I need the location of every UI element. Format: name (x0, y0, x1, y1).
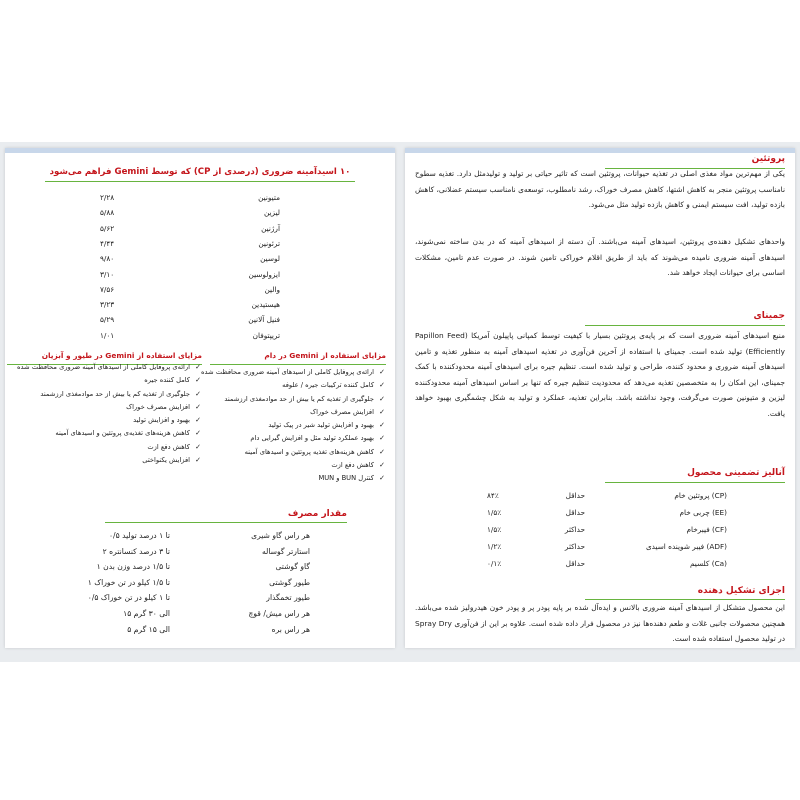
check-icon: ✓ (195, 389, 201, 398)
analysis-type: حداکثر (564, 542, 585, 551)
table-row (5, 575, 395, 591)
analysis-value: ۱/۵٪ (487, 508, 502, 517)
table-row (5, 544, 395, 560)
table-row (5, 190, 395, 206)
dosage-animal: استارتر گوساله (261, 546, 310, 556)
amino-name: فنیل آلانین (248, 315, 280, 325)
amino-value: ۱/۰۱ (100, 330, 115, 340)
dosage-amount: ۰/۵ تا ۱ درصد تولید (108, 531, 170, 540)
table-row (5, 328, 395, 344)
check-icon: ✓ (195, 429, 201, 438)
gemini-underline (585, 325, 785, 326)
list-item (5, 441, 201, 454)
amino-value: ۷/۵۶ (100, 284, 115, 294)
protein-paragraph-2: واحدهای تشکیل دهنده‌ی پروتئین، اسیدهای آمینه می‌باشند. آن دسته از اسیدهای آمینه که در بدن ساخته نمی‌شوند، اسیدهای آمینه ضروری نامیده می‌شوند که باید از طریق اقلام خوراکی تامین شوند. در صورت عدم تامین، مشکلات اساسی برای حیوانات ایجاد خواهد شد. (415, 237, 785, 278)
dosage-amount: ۲ تا ۳ درصد کنسانتره (102, 546, 170, 556)
list-item-text: کاهش هزینه‌های تغذیه پروتئین و اسیدهای آمینه (244, 447, 374, 456)
dosage-amount: ۰/۵ تا ۱ کیلو در تن خوراک (87, 593, 170, 603)
analysis-title: آنالیز تضمینی محصول (687, 468, 785, 478)
table-row (5, 622, 395, 638)
amino-table-title: ۱۰ اسیدآمینه ضروری (درصدی از CP) که توسط Gemini فراهم می‌شود (49, 167, 351, 177)
analysis-value: ۱/۲٪ (487, 542, 502, 551)
list-item (5, 427, 201, 440)
dosage-amount: ۵ الی ۱۵ گرم (127, 624, 170, 634)
dosage-title: مقدار مصرف (287, 509, 347, 519)
table-row (5, 205, 395, 221)
amino-value: ۵/۶۲ (100, 223, 115, 233)
dosage-animal: هر راس بره (271, 624, 310, 634)
page-top-bar (5, 148, 395, 153)
list-item-text: بهبود و افزایش تولید شیر در پیک تولید (268, 421, 374, 430)
check-icon: ✓ (379, 368, 385, 376)
list-item (5, 454, 201, 467)
check-icon: ✓ (195, 456, 201, 465)
amino-name: تریپتوفان (252, 330, 280, 340)
amino-value: ۳/۲۳ (100, 300, 115, 310)
list-item-text: بهبود عملکرد تولید مثل و افزایش گیرایی دام (250, 434, 374, 443)
table-row (5, 251, 395, 267)
list-item-text: کنترل BUN و MUN (318, 474, 374, 483)
list-item-text: بهبود و افزایش تولید (133, 416, 190, 425)
protein-title: پروتئین (751, 154, 785, 164)
protein-paragraph-1: یکی از مهم‌ترین مواد مغذی اصلی در تغذیه حیوانات، پروتئین است که تاثیر حیاتی بر تولید و تولیدمثل دارد. تغذیه سطوح نامناسب پروتئین منجر به کاهش اشتها، کاهش مصرف خوراک، رشد نامطلوب، توسعه‌ی نامناسب سیستم عضلانی، کاهش بازده تولید، افت سیستم ایمنی و کاهش بازده تولید مثل می‌شود. (415, 169, 785, 210)
check-icon: ✓ (379, 381, 385, 390)
dosage-animal: طیور تخمگذار (266, 593, 310, 603)
amino-value: ۴/۴۴ (100, 238, 115, 248)
analysis-underline (605, 482, 785, 483)
left-page (5, 148, 395, 648)
table-row (5, 590, 395, 606)
list-item-text: جلوگیری از تغذیه کم یا بیش از حد موادمغذی ارزشمند (40, 389, 190, 398)
table-row (5, 528, 395, 544)
check-icon: ✓ (379, 394, 385, 403)
check-icon: ✓ (379, 407, 385, 416)
table-row (405, 488, 795, 504)
benefits-poultry-list (5, 361, 201, 467)
list-item-text: کاهش هزینه‌های تغذیه‌ی پروتئین و اسیدهای آمینه (55, 429, 190, 438)
check-icon: ✓ (195, 442, 201, 451)
table-row (5, 312, 395, 328)
gemini-title: جمینای (753, 311, 785, 321)
benefits-poultry-title: مزایای استفاده از Gemini در طیور و آبزیان (41, 351, 202, 360)
check-icon: ✓ (379, 474, 385, 483)
dosage-amount: ۱ تا ۱/۵ درصد وزن بدن (96, 562, 170, 572)
check-icon: ✓ (379, 421, 385, 430)
analysis-value: ۰/۱٪ (487, 559, 502, 568)
ingredients-title: اجزای تشکیل دهنده (697, 586, 785, 596)
amino-table-underline (45, 181, 355, 182)
analysis-value: ۱/۵٪ (487, 525, 502, 534)
check-icon: ✓ (379, 447, 385, 456)
analysis-type: حداکثر (564, 525, 585, 534)
list-item-text: کاهش دفع ازت (147, 442, 190, 451)
table-row (405, 505, 795, 521)
amino-name: لوسین (260, 254, 280, 264)
amino-name: متیونین (258, 193, 280, 202)
list-item (5, 401, 201, 414)
analysis-name: کلسیم (Ca) (689, 559, 727, 568)
dosage-amount: ۱۵ الی ۳۰ گرم (123, 609, 170, 618)
right-page (405, 148, 795, 648)
check-icon: ✓ (195, 376, 201, 385)
list-item (5, 361, 201, 374)
analysis-name: فیبرخام (CF) (686, 525, 727, 534)
analysis-value: ۸۴٪ (487, 491, 499, 500)
amino-value: ۲/۲۸ (100, 193, 115, 202)
amino-name: هیستیدین (251, 300, 280, 310)
amino-name: لیزین (263, 208, 280, 218)
list-item (5, 374, 201, 387)
amino-value: ۵/۲۹ (100, 315, 115, 325)
dosage-animal: هر راس گاو شیری (251, 531, 310, 540)
list-item-text: ارائه‌ی پروفایل کاملی از اسیدهای آمینه ضروری محافظت شده (201, 368, 374, 376)
check-icon: ✓ (195, 363, 201, 371)
list-item-text: کاهش دفع ازت (331, 461, 374, 470)
table-row (5, 221, 395, 237)
analysis-type: حداقل (565, 491, 585, 500)
amino-value: ۵/۸۸ (100, 208, 115, 218)
check-icon: ✓ (195, 402, 201, 411)
list-item (125, 472, 385, 485)
table-row (5, 267, 395, 283)
list-item-text: کامل کننده ترکیبات جیره / علوفه (282, 381, 374, 390)
amino-name: آرژنین (261, 223, 280, 233)
table-row (5, 236, 395, 252)
dosage-amount: ۱ تا ۱/۵ کیلو در تن خوراک (87, 577, 170, 587)
dosage-animal: طیور گوشتی (269, 577, 310, 587)
gemini-paragraph: منبع اسیدهای آمینه ضروری است که بر پایه‌ی پروتئین بسیار با کیفیت توسط کمپانی پاپیلون آمریکا (Papillon Feed Efficiently) تولید شده است. جمینای با استفاده از آخرین فن‌آوری در تغذیه اسیدهای آمینه به منظور تغذیه و تامین اسیدهای آمینه ضروری و محدود کننده، طراحی و تولید شده است. تنظیم جیره برای اسیدهای آمینه محدودکننده با کمک جمینای، این امکان را به متخصصین تغذیه می‌دهد که محدودیت تنظیم جیره که تنها بر اساس اسیدهای آمینه محدودکننده لیزین و متیونین صورت می‌گرفت، وجود نداشته باشد. بنابراین تغذیه، عملکرد و تولید به شکل چشمگیری بهبود خواهد یافت. (415, 331, 785, 418)
amino-value: ۳/۱۰ (100, 269, 115, 279)
table-row (405, 556, 795, 572)
analysis-name: پروتئین خام (CP) (674, 491, 727, 500)
table-row (5, 606, 395, 622)
ingredients-paragraph: این محصول متشکل از اسیدهای آمینه ضروری بالانس و ایده‌آل شده بر پایه پودر پر و پودر خون هیدرولیز شده می‌باشد. همچنین محصولات جانبی غلات و طعم دهنده‌ها نیز در محصول فرار داده شده است. علاوه بر این از فن‌آوری Spray Dry در تولید محصول استفاده شده است. (415, 603, 786, 644)
table-row (405, 539, 795, 555)
analysis-name: فیبر شوینده اسیدی (ADF) (645, 542, 727, 551)
table-row (5, 282, 395, 298)
dosage-animal: گاو گوشتی (275, 562, 310, 572)
amino-value: ۹/۸۰ (100, 254, 115, 264)
list-item-text: افزایش یکنواختی (142, 456, 190, 465)
table-row (5, 559, 395, 575)
list-item (5, 414, 201, 427)
amino-name: ترئونین (258, 238, 280, 248)
amino-name: والین (264, 284, 280, 294)
analysis-type: حداقل (565, 559, 585, 568)
check-icon: ✓ (379, 434, 385, 443)
dosage-animal: هر راس میش/ قوچ (248, 609, 310, 618)
list-item-text: افزایش مصرف خوراک (126, 402, 190, 411)
list-item-text: افزایش مصرف خوراک (310, 407, 374, 416)
dosage-underline (105, 522, 347, 523)
analysis-name: چربی خام (EE) (679, 508, 727, 517)
table-row (5, 297, 395, 313)
list-item (5, 388, 201, 401)
amino-name: ایزولوسین (248, 269, 280, 279)
list-item-text: کامل کننده جیره (144, 376, 190, 385)
check-icon: ✓ (379, 461, 385, 470)
table-row (405, 522, 795, 538)
list-item-text: جلوگیری از تغذیه کم یا بیش از حد موادمغذی ارزشمند (224, 394, 374, 403)
analysis-type: حداقل (565, 508, 585, 517)
list-item-text: ارائه‌ی پروفایل کاملی از اسیدهای آمینه ضروری محافظت شده (17, 363, 190, 371)
benefits-livestock-title: مزایای استفاده از Gemini در دام (264, 351, 386, 360)
check-icon: ✓ (195, 416, 201, 425)
